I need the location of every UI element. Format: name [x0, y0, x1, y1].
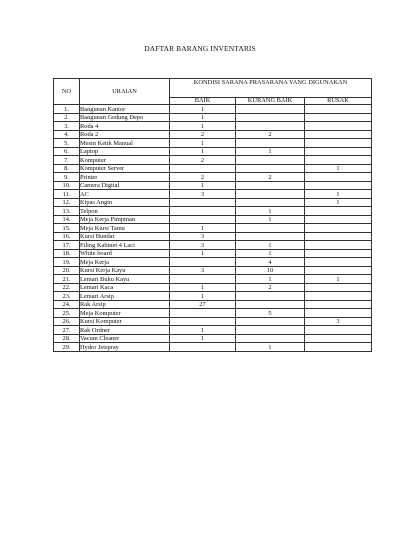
- page-title: DAFTAR BARANG INVENTARIS: [144, 44, 256, 53]
- cell-kurang-baik: 1: [236, 249, 305, 258]
- cell-uraian: AC: [80, 190, 170, 199]
- cell-rusak: [305, 241, 372, 250]
- cell-rusak: 1: [305, 198, 372, 207]
- header-baik: BAIK: [170, 98, 236, 105]
- cell-uraian: Komputer Server: [80, 164, 170, 173]
- cell-no: 15.: [54, 224, 80, 233]
- cell-no: 11.: [54, 190, 80, 199]
- table-row: [54, 156, 372, 165]
- cell-kurang-baik: 5: [236, 309, 305, 318]
- cell-no: 18.: [54, 249, 80, 258]
- cell-baik: [170, 275, 236, 284]
- cell-no: 7.: [54, 156, 80, 165]
- cell-no: 6.: [54, 147, 80, 156]
- cell-baik: 1: [170, 113, 236, 122]
- cell-no: 3.: [54, 122, 80, 131]
- cell-no: 16.: [54, 232, 80, 241]
- cell-rusak: [305, 173, 372, 182]
- cell-kurang-baik: [236, 317, 305, 326]
- cell-baik: [170, 258, 236, 267]
- table-row: [54, 309, 372, 318]
- table-row: [54, 122, 372, 131]
- cell-no: 26.: [54, 317, 80, 326]
- cell-kurang-baik: 2: [236, 283, 305, 292]
- cell-rusak: 3: [305, 317, 372, 326]
- cell-no: 1.: [54, 105, 80, 114]
- table-row: [54, 181, 372, 190]
- cell-no: 24.: [54, 300, 80, 309]
- cell-kurang-baik: [236, 334, 305, 343]
- cell-no: 4.: [54, 130, 80, 139]
- cell-rusak: [305, 309, 372, 318]
- cell-rusak: [305, 224, 372, 233]
- cell-no: 25.: [54, 309, 80, 318]
- cell-uraian: Camera Digital: [80, 181, 170, 190]
- cell-rusak: 1: [305, 164, 372, 173]
- table-row: [54, 292, 372, 301]
- table-row: [54, 147, 372, 156]
- table-header-row: [54, 79, 372, 98]
- cell-uraian: Komputer: [80, 156, 170, 165]
- cell-no: 22.: [54, 283, 80, 292]
- cell-baik: 2: [170, 156, 236, 165]
- cell-baik: 2: [170, 130, 236, 139]
- cell-kurang-baik: [236, 224, 305, 233]
- table-row: [54, 317, 372, 326]
- cell-rusak: [305, 292, 372, 301]
- cell-baik: 3: [170, 241, 236, 250]
- cell-uraian: Hydro Jetspray: [80, 343, 170, 352]
- cell-kurang-baik: 10: [236, 266, 305, 275]
- cell-uraian: Roda 4: [80, 122, 170, 131]
- table-body: [54, 105, 372, 352]
- cell-baik: 1: [170, 105, 236, 114]
- cell-rusak: [305, 266, 372, 275]
- cell-baik: [170, 343, 236, 352]
- cell-kurang-baik: [236, 300, 305, 309]
- cell-uraian: Meja Kursi Tamu: [80, 224, 170, 233]
- cell-kurang-baik: [236, 113, 305, 122]
- table-row: [54, 139, 372, 148]
- cell-kurang-baik: [236, 292, 305, 301]
- cell-rusak: [305, 300, 372, 309]
- cell-uraian: Meja Kerja: [80, 258, 170, 267]
- cell-kurang-baik: 2: [236, 173, 305, 182]
- cell-kurang-baik: [236, 190, 305, 199]
- cell-kurang-baik: 1: [236, 275, 305, 284]
- cell-no: 27.: [54, 326, 80, 335]
- header-kurang-baik: KURANG BAIK: [236, 98, 305, 105]
- cell-rusak: [305, 139, 372, 148]
- cell-no: 2.: [54, 113, 80, 122]
- cell-kurang-baik: 1: [236, 147, 305, 156]
- cell-uraian: Kursi Kerja Kayu: [80, 266, 170, 275]
- cell-uraian: Telpon: [80, 207, 170, 216]
- cell-no: 29.: [54, 343, 80, 352]
- cell-no: 12.: [54, 198, 80, 207]
- table-row: [54, 130, 372, 139]
- table-row: [54, 207, 372, 216]
- cell-no: 5.: [54, 139, 80, 148]
- cell-baik: 1: [170, 283, 236, 292]
- cell-baik: 1: [170, 249, 236, 258]
- header-kondisi: KONDISI SARANA PRASARANA YANG DIGUNAKAN: [170, 79, 372, 98]
- cell-kurang-baik: [236, 181, 305, 190]
- header-no: NO: [54, 79, 80, 105]
- cell-no: 17.: [54, 241, 80, 250]
- cell-kurang-baik: [236, 122, 305, 131]
- cell-uraian: Lemari Buku Kayu: [80, 275, 170, 284]
- cell-no: 21.: [54, 275, 80, 284]
- cell-kurang-baik: [236, 156, 305, 165]
- cell-uraian: Kursi Bundar: [80, 232, 170, 241]
- table-row: [54, 326, 372, 335]
- table-row: [54, 190, 372, 199]
- cell-kurang-baik: [236, 232, 305, 241]
- cell-baik: 1: [170, 122, 236, 131]
- cell-rusak: [305, 113, 372, 122]
- cell-no: 8.: [54, 164, 80, 173]
- cell-rusak: [305, 105, 372, 114]
- cell-rusak: [305, 122, 372, 131]
- cell-baik: 1: [170, 292, 236, 301]
- cell-uraian: Meja Kerja Pimpinan: [80, 215, 170, 224]
- table-row: [54, 343, 372, 352]
- header-uraian: URAIAN: [80, 79, 170, 105]
- cell-uraian: Rak Arsip: [80, 300, 170, 309]
- cell-no: 19.: [54, 258, 80, 267]
- cell-rusak: [305, 343, 372, 352]
- cell-rusak: [305, 130, 372, 139]
- cell-baik: 1: [170, 224, 236, 233]
- cell-uraian: Bangunan Kantor: [80, 105, 170, 114]
- cell-kurang-baik: [236, 164, 305, 173]
- table-row: [54, 164, 372, 173]
- cell-baik: 1: [170, 139, 236, 148]
- table-row: [54, 224, 372, 233]
- table-row: [54, 283, 372, 292]
- cell-no: 20.: [54, 266, 80, 275]
- cell-kurang-baik: [236, 139, 305, 148]
- cell-baik: 3: [170, 190, 236, 199]
- cell-baik: 2: [170, 173, 236, 182]
- table-row: [54, 232, 372, 241]
- cell-uraian: Lemari Kaca: [80, 283, 170, 292]
- cell-rusak: [305, 181, 372, 190]
- cell-no: 10.: [54, 181, 80, 190]
- cell-uraian: Kipas Angin: [80, 198, 170, 207]
- table-row: [54, 266, 372, 275]
- cell-no: 28.: [54, 334, 80, 343]
- cell-kurang-baik: [236, 326, 305, 335]
- cell-kurang-baik: 1: [236, 215, 305, 224]
- cell-no: 14.: [54, 215, 80, 224]
- cell-baik: [170, 198, 236, 207]
- cell-baik: [170, 317, 236, 326]
- cell-rusak: [305, 326, 372, 335]
- cell-baik: [170, 164, 236, 173]
- cell-kurang-baik: 2: [236, 130, 305, 139]
- cell-rusak: [305, 283, 372, 292]
- cell-uraian: Rak Ordner: [80, 326, 170, 335]
- cell-no: 9.: [54, 173, 80, 182]
- cell-uraian: Kursi Komputer: [80, 317, 170, 326]
- table-row: [54, 173, 372, 182]
- cell-rusak: [305, 207, 372, 216]
- cell-baik: 3: [170, 266, 236, 275]
- table-row: [54, 198, 372, 207]
- cell-baik: 27: [170, 300, 236, 309]
- cell-rusak: [305, 215, 372, 224]
- cell-uraian: Vacum Cleaner: [80, 334, 170, 343]
- table-row: [54, 334, 372, 343]
- cell-uraian: Printer: [80, 173, 170, 182]
- table-row: [54, 241, 372, 250]
- cell-kurang-baik: 1: [236, 241, 305, 250]
- table-row: [54, 275, 372, 284]
- cell-baik: 1: [170, 181, 236, 190]
- cell-rusak: [305, 258, 372, 267]
- cell-no: 13.: [54, 207, 80, 216]
- cell-kurang-baik: 1: [236, 207, 305, 216]
- cell-uraian: Lemari Arsip: [80, 292, 170, 301]
- cell-uraian: Laptop: [80, 147, 170, 156]
- cell-uraian: Bangunan Gedung Depo: [80, 113, 170, 122]
- cell-rusak: [305, 334, 372, 343]
- cell-rusak: 1: [305, 190, 372, 199]
- cell-uraian: Filing Kabinet 4 Laci: [80, 241, 170, 250]
- cell-baik: [170, 215, 236, 224]
- cell-uraian: Mesin Ketik Manual: [80, 139, 170, 148]
- cell-baik: [170, 309, 236, 318]
- inventory-table: [53, 78, 372, 352]
- header-rusak: RUSAK: [305, 98, 372, 105]
- cell-uraian: Meja Komputer: [80, 309, 170, 318]
- cell-rusak: [305, 249, 372, 258]
- cell-baik: 1: [170, 326, 236, 335]
- cell-rusak: [305, 156, 372, 165]
- table-row: [54, 215, 372, 224]
- table-row: [54, 113, 372, 122]
- cell-kurang-baik: [236, 105, 305, 114]
- cell-baik: 1: [170, 334, 236, 343]
- cell-baik: [170, 207, 236, 216]
- cell-kurang-baik: 1: [236, 343, 305, 352]
- cell-kurang-baik: [236, 198, 305, 207]
- table-row: [54, 300, 372, 309]
- cell-kurang-baik: 4: [236, 258, 305, 267]
- cell-uraian: White board: [80, 249, 170, 258]
- cell-no: 23.: [54, 292, 80, 301]
- cell-uraian: Roda 2: [80, 130, 170, 139]
- table-row: [54, 249, 372, 258]
- table-row: [54, 258, 372, 267]
- cell-rusak: [305, 147, 372, 156]
- cell-baik: 1: [170, 147, 236, 156]
- table-row: [54, 105, 372, 114]
- cell-rusak: 1: [305, 275, 372, 284]
- cell-rusak: [305, 232, 372, 241]
- cell-baik: 3: [170, 232, 236, 241]
